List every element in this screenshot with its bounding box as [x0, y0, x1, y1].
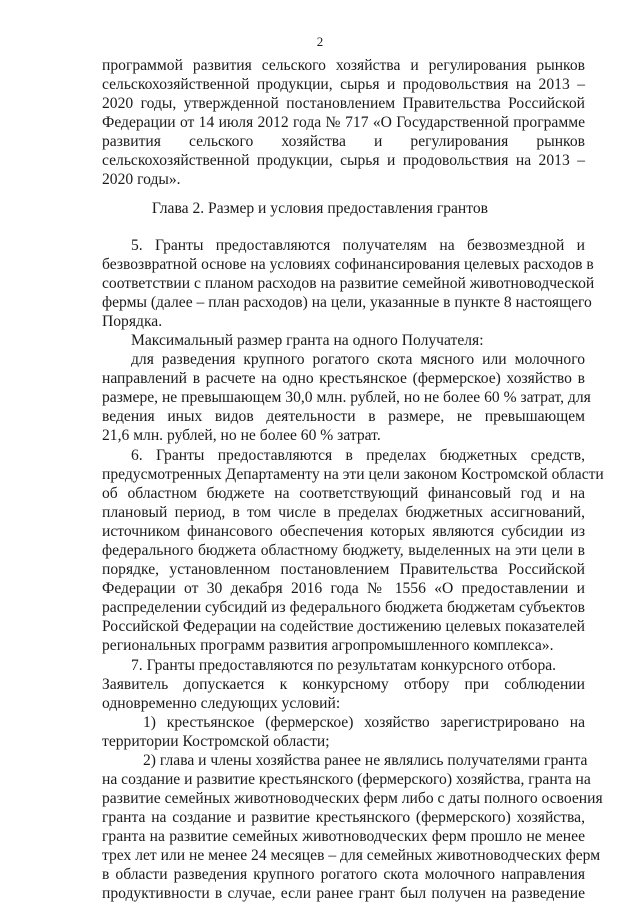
- chapter-heading: Глава 2. Размер и условия предоставления грантов: [151, 200, 489, 217]
- text-line: 1) крестьянское (фермерское) хозяйство зарегистрировано на: [143, 714, 585, 731]
- text-line: Заявитель допускается к конкурсному отбору при соблюдении: [102, 676, 585, 693]
- text-line: федерального бюджета областному бюджету, выделенных на эти цели в: [102, 542, 585, 559]
- text-line: Российской Федерации на содействие достижению целевых показателей: [102, 618, 585, 635]
- text-line: плановый период, в том числе в пределах бюджетных ассигнований,: [102, 504, 585, 521]
- text-line: предусмотренных Департаменту на эти цели законом Костромской области: [102, 466, 604, 483]
- text-line: Порядка.: [102, 313, 163, 330]
- text-line: одновременно следующих условий:: [102, 695, 341, 712]
- text-line: 2020 годы».: [102, 171, 181, 188]
- text-line: 21,6 млн. рублей, но не более 60 % затрат.: [102, 427, 381, 444]
- text-line: территории Костромской области;: [102, 733, 330, 750]
- text-line: порядке, установленном постановлением Правительства Российской: [102, 561, 585, 578]
- text-line: 2) глава и члены хозяйства ранее не являлись получателями гранта: [143, 752, 588, 769]
- text-line: 7. Гранты предоставляются по результатам конкурсного отбора.: [131, 657, 557, 674]
- text-line: сельскохозяйственной продукции, сырья и продовольствия на 2013 –: [102, 76, 585, 93]
- text-line: ведения иных видов деятельности в размере, не превышающем: [102, 408, 585, 425]
- text-line: программой развития сельского хозяйства и регулирования рынков: [102, 57, 585, 74]
- text-line: соответствии с планом расходов на развитие семейной животноводческой: [102, 275, 595, 292]
- text-line: об областном бюджете на соответствующий финансовый год и на: [102, 485, 585, 502]
- text-line: Федерации от 30 декабря 2016 года № 1556 «О предоставлении и: [102, 580, 585, 597]
- text-line: трех лет или не менее 24 месяцев – для семейных животноводческих ферм: [102, 847, 601, 864]
- text-line: 6. Гранты предоставляются в пределах бюджетных средств,: [131, 447, 585, 464]
- text-line: гранта на создание и развитие крестьянского (фермерского) хозяйства,: [102, 809, 585, 826]
- text-line: развития сельского хозяйства и регулирования рынков: [102, 133, 585, 150]
- text-line: направлений в расчете на одно крестьянское (фермерское) хозяйство в: [102, 370, 585, 387]
- text-line: распределении субсидий из федерального бюджета бюджетам субъектов: [102, 599, 585, 616]
- text-line: Максимальный размер гранта на одного Получателя:: [131, 332, 484, 349]
- text-line: для разведения крупного рогатого скота мясного или молочного: [131, 351, 585, 368]
- text-line: фермы (далее – план расходов) на цели, указанные в пункте 8 настоящего: [102, 294, 592, 311]
- text-line: 2020 годы, утвержденной постановлением Правительства Российской: [102, 95, 585, 112]
- text-line: источником финансового обеспечения которых являются субсидии из: [102, 523, 585, 540]
- text-line: размере, не превышающем 30,0 млн. рублей, но не более 60 % затрат, для: [102, 389, 591, 406]
- text-line: развитие семейных животноводческих ферм либо с даты полного освоения: [102, 790, 603, 807]
- page-number: 2: [316, 34, 324, 49]
- text-line: на создание и развитие крестьянского (фермерского) хозяйства, гранта на: [102, 771, 591, 788]
- text-line: в области разведения крупного рогатого скота молочного направления: [102, 866, 585, 883]
- text-line: региональных программ развития агропромышленного комплекса».: [102, 637, 554, 654]
- text-line: гранта на развитие семейных животноводческих ферм прошло не менее: [102, 828, 585, 845]
- text-line: Федерации от 14 июля 2012 года № 717 «О Государственной программе: [102, 114, 585, 131]
- text-line: 5. Гранты предоставляются получателям на безвозмездной и: [131, 237, 585, 254]
- text-line: безвозвратной основе на условиях софинансирования целевых расходов в: [102, 256, 594, 273]
- text-line: сельскохозяйственной продукции, сырья и продовольствия на 2013 –: [102, 152, 585, 169]
- text-line: продуктивности в случае, если ранее грант был получен на разведение: [102, 885, 585, 902]
